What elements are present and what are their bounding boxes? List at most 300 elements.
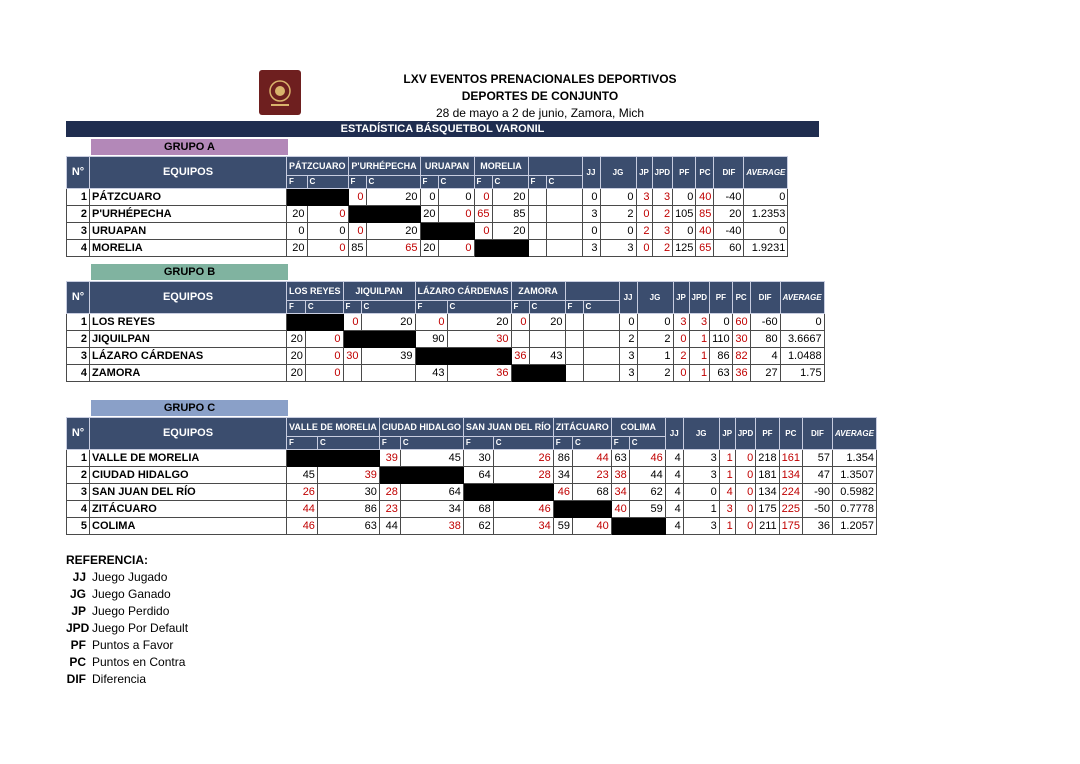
score-cell: 85 (348, 240, 366, 257)
group-b-title: GRUPO B (91, 264, 288, 280)
stat-jp: 0 (673, 331, 689, 348)
f-subheader: F (511, 301, 529, 314)
team-number: 2 (67, 467, 90, 484)
stat-jp: 1 (719, 450, 735, 467)
table-row (67, 314, 893, 331)
col-jg-header: JG (637, 282, 673, 314)
score-cell: 28 (493, 467, 553, 484)
stat-jpd: 1 (689, 348, 710, 365)
stat-pf: 181 (756, 467, 779, 484)
team-name: JIQUILPAN (90, 331, 287, 348)
stat-avg: 0 (744, 189, 788, 206)
reference-text: Puntos a Favor (92, 638, 174, 652)
stat-jp: 0 (636, 206, 652, 223)
reference-title: REFERENCIA: (66, 553, 149, 567)
reference-abbr: JP (71, 604, 86, 618)
score-cell (528, 189, 546, 206)
score-cell (463, 484, 493, 501)
score-cell (529, 365, 565, 382)
team-number: 2 (67, 206, 90, 223)
opponent-header: MORELIA (474, 157, 528, 176)
score-cell: 28 (379, 484, 400, 501)
table-row (67, 484, 945, 501)
stat-avg: 0 (744, 223, 788, 240)
score-cell: 20 (287, 206, 308, 223)
score-cell (565, 331, 583, 348)
col-avg-header: AVERAGE (744, 157, 788, 189)
stat-pf: 218 (756, 450, 779, 467)
stat-pc: 60 (732, 314, 750, 331)
stat-pf: 86 (710, 348, 733, 365)
stat-pc: 85 (696, 206, 714, 223)
score-cell (420, 223, 438, 240)
score-cell: 34 (553, 467, 572, 484)
stat-pf: 105 (673, 206, 696, 223)
score-cell (317, 450, 379, 467)
score-cell: 44 (287, 501, 318, 518)
score-cell: 0 (307, 206, 348, 223)
stat-jj: 3 (619, 365, 637, 382)
score-cell (546, 223, 582, 240)
opponent-header: LOS REYES (287, 282, 344, 301)
opponent-header: JIQUILPAN (343, 282, 415, 301)
score-cell: 0 (348, 223, 366, 240)
score-cell (379, 467, 400, 484)
stat-pf: 63 (710, 365, 733, 382)
score-cell (474, 240, 492, 257)
opponent-header: COLIMA (611, 418, 665, 437)
score-cell: 86 (553, 450, 572, 467)
score-cell: 30 (447, 331, 511, 348)
col-jpd-header: JPD (735, 418, 756, 450)
reference-item (66, 586, 171, 602)
stat-pc: 161 (779, 450, 802, 467)
table-row (67, 467, 945, 484)
c-subheader: C (492, 176, 528, 189)
stat-pc: 175 (779, 518, 802, 535)
stat-pf: 0 (673, 189, 696, 206)
score-cell: 43 (415, 365, 447, 382)
reference-text: Juego Por Default (92, 621, 189, 635)
table-row (67, 348, 893, 365)
score-cell (361, 365, 415, 382)
score-cell: 46 (493, 501, 553, 518)
score-cell: 20 (420, 240, 438, 257)
score-cell: 30 (343, 348, 361, 365)
score-cell: 40 (573, 518, 612, 535)
stat-avg: 0.7778 (832, 501, 876, 518)
table-row (67, 518, 945, 535)
team-name: ZAMORA (90, 365, 287, 382)
stat-jj: 0 (619, 314, 637, 331)
team-name: P'URHÉPECHA (90, 206, 287, 223)
opponent-header: CIUDAD HIDALGO (379, 418, 463, 437)
score-cell: 20 (492, 223, 528, 240)
score-cell: 86 (317, 501, 379, 518)
stat-dif: -50 (802, 501, 832, 518)
score-cell: 43 (529, 348, 565, 365)
team-name: PÁTZCUARO (90, 189, 287, 206)
stat-jpd: 0 (735, 467, 756, 484)
table-row (67, 501, 945, 518)
score-cell: 39 (317, 467, 379, 484)
score-cell: 0 (474, 223, 492, 240)
score-cell (546, 206, 582, 223)
score-cell: 68 (463, 501, 493, 518)
stat-jj: 4 (665, 501, 683, 518)
score-cell (529, 331, 565, 348)
score-cell: 64 (400, 484, 463, 501)
score-cell: 0 (287, 223, 308, 240)
reference-item (66, 654, 185, 670)
stat-jj: 4 (665, 484, 683, 501)
team-name: LOS REYES (90, 314, 287, 331)
stat-avg: 1.0488 (780, 348, 824, 365)
score-cell (366, 206, 420, 223)
table-row (67, 223, 856, 240)
stat-jp: 3 (719, 501, 735, 518)
score-cell: 46 (629, 450, 665, 467)
col-pf-header: PF (673, 157, 696, 189)
team-name: LÁZARO CÁRDENAS (90, 348, 287, 365)
score-cell: 38 (611, 467, 629, 484)
stat-jpd: 1 (689, 365, 710, 382)
col-equipos-header: EQUIPOS (90, 282, 287, 314)
reference-text: Diferencia (92, 672, 147, 686)
stat-jp: 4 (719, 484, 735, 501)
stat-avg: 0 (780, 314, 824, 331)
col-jj-header: JJ (619, 282, 637, 314)
score-cell: 0 (511, 314, 529, 331)
reference-text: Juego Jugado (92, 570, 168, 584)
stat-jg: 3 (683, 467, 719, 484)
stat-jp: 1 (719, 518, 735, 535)
col-jpd-header: JPD (652, 157, 673, 189)
stat-jpd: 3 (689, 314, 710, 331)
score-cell: 45 (287, 467, 318, 484)
table-row (67, 206, 856, 223)
score-cell (305, 314, 343, 331)
f-subheader: F (611, 437, 629, 450)
stat-jg: 0 (600, 223, 636, 240)
stat-pf: 175 (756, 501, 779, 518)
table-row (67, 331, 893, 348)
col-equipos-header: EQUIPOS (90, 157, 287, 189)
score-cell: 0 (305, 348, 343, 365)
reference-abbr: JPD (66, 621, 90, 635)
stat-avg: 3.6667 (780, 331, 824, 348)
c-subheader: C (529, 301, 565, 314)
stat-jg: 1 (637, 348, 673, 365)
stat-pc: 224 (779, 484, 802, 501)
col-number-header: N° (67, 157, 90, 189)
col-number-header: N° (67, 282, 90, 314)
score-cell (400, 467, 463, 484)
score-cell (565, 314, 583, 331)
score-cell (287, 189, 308, 206)
stat-pc: 36 (732, 365, 750, 382)
team-name: SAN JUAN DEL RÍO (90, 484, 287, 501)
table-row (67, 240, 856, 257)
team-number: 3 (67, 348, 90, 365)
stat-jpd: 2 (652, 206, 673, 223)
stat-jg: 3 (683, 518, 719, 535)
stat-avg: 1.354 (832, 450, 876, 467)
score-cell (629, 518, 665, 535)
score-cell (492, 240, 528, 257)
col-pc-header: PC (732, 282, 750, 314)
stat-dif: -90 (802, 484, 832, 501)
score-cell: 46 (553, 484, 572, 501)
stat-jp: 2 (673, 348, 689, 365)
stat-dif: 27 (750, 365, 780, 382)
stat-jpd: 3 (652, 223, 673, 240)
stat-pc: 82 (732, 348, 750, 365)
col-pc-header: PC (779, 418, 802, 450)
score-cell: 0 (438, 240, 474, 257)
col-dif-header: DIF (750, 282, 780, 314)
score-cell: 65 (366, 240, 420, 257)
score-cell (287, 314, 306, 331)
group-a-table (66, 156, 856, 257)
score-cell: 0 (307, 240, 348, 257)
f-subheader: F (379, 437, 400, 450)
stat-dif: 36 (802, 518, 832, 535)
opponent-header: LÁZARO CÁRDENAS (415, 282, 511, 301)
stat-pf: 110 (710, 331, 733, 348)
event-subtitle: DEPORTES DE CONJUNTO (461, 89, 619, 103)
f-subheader: F (463, 437, 493, 450)
stat-jj: 4 (665, 518, 683, 535)
opponent-header: ZAMORA (511, 282, 565, 301)
f-subheader: F (287, 301, 306, 314)
score-cell (553, 501, 572, 518)
col-pc-header: PC (696, 157, 714, 189)
score-cell (573, 501, 612, 518)
score-cell: 20 (529, 314, 565, 331)
team-number: 3 (67, 223, 90, 240)
score-cell: 20 (492, 189, 528, 206)
score-cell (565, 365, 583, 382)
stat-jg: 2 (637, 331, 673, 348)
col-avg-header: AVERAGE (832, 418, 876, 450)
score-cell: 20 (366, 189, 420, 206)
score-cell (447, 348, 511, 365)
score-cell: 0 (307, 223, 348, 240)
stat-jg: 0 (637, 314, 673, 331)
f-subheader: F (528, 176, 546, 189)
score-cell: 0 (305, 365, 343, 382)
stat-jg: 2 (637, 365, 673, 382)
opponent-header (528, 157, 582, 176)
team-number: 4 (67, 240, 90, 257)
logo (259, 70, 301, 115)
opponent-header: P'URHÉPECHA (348, 157, 420, 176)
score-cell: 30 (317, 484, 379, 501)
stat-dif: -40 (714, 189, 744, 206)
stat-pf: 0 (673, 223, 696, 240)
opponent-header: VALLE DE MORELIA (287, 418, 380, 437)
stat-pc: 225 (779, 501, 802, 518)
score-cell: 68 (573, 484, 612, 501)
stats-banner: ESTADÍSTICA BÁSQUETBOL VARONIL (66, 121, 819, 137)
score-cell: 44 (573, 450, 612, 467)
reference-abbr: JG (69, 587, 86, 601)
stat-jg: 0 (600, 189, 636, 206)
score-cell (415, 348, 447, 365)
reference-abbr: JJ (72, 570, 86, 584)
score-cell (511, 331, 529, 348)
score-cell (348, 206, 366, 223)
stat-dif: 57 (802, 450, 832, 467)
stat-jg: 1 (683, 501, 719, 518)
reference-item (66, 671, 146, 687)
emblem-icon (263, 76, 297, 110)
stat-pc: 134 (779, 467, 802, 484)
score-cell (565, 348, 583, 365)
score-cell: 85 (492, 206, 528, 223)
score-cell: 0 (415, 314, 447, 331)
score-cell (493, 484, 553, 501)
score-cell (343, 365, 361, 382)
stat-jj: 3 (582, 240, 600, 257)
f-subheader: F (474, 176, 492, 189)
col-jpd-header: JPD (689, 282, 710, 314)
score-cell: 65 (474, 206, 492, 223)
score-cell (583, 365, 619, 382)
c-subheader: C (317, 437, 379, 450)
stat-avg: 1.2353 (744, 206, 788, 223)
score-cell: 34 (493, 518, 553, 535)
score-cell: 0 (420, 189, 438, 206)
score-cell: 20 (287, 331, 306, 348)
stat-jpd: 3 (652, 189, 673, 206)
c-subheader: C (629, 437, 665, 450)
opponent-header: ZITÁCUARO (553, 418, 611, 437)
opponent-header: SAN JUAN DEL RÍO (463, 418, 553, 437)
score-cell: 23 (379, 501, 400, 518)
table-row (67, 189, 856, 206)
team-number: 1 (67, 189, 90, 206)
score-cell: 38 (400, 518, 463, 535)
c-subheader: C (573, 437, 612, 450)
team-name: URUAPAN (90, 223, 287, 240)
score-cell: 20 (361, 314, 415, 331)
stat-jj: 0 (582, 189, 600, 206)
f-subheader: F (553, 437, 572, 450)
stat-jg: 3 (683, 450, 719, 467)
score-cell (611, 518, 629, 535)
reference-item (66, 603, 169, 619)
score-cell: 20 (420, 206, 438, 223)
col-jg-header: JG (600, 157, 636, 189)
team-number: 1 (67, 314, 90, 331)
c-subheader: C (438, 176, 474, 189)
score-cell: 63 (611, 450, 629, 467)
stat-jpd: 0 (735, 484, 756, 501)
col-jj-header: JJ (665, 418, 683, 450)
f-subheader: F (420, 176, 438, 189)
reference-item (66, 620, 188, 636)
score-cell: 26 (287, 484, 318, 501)
score-cell: 20 (287, 365, 306, 382)
score-cell: 39 (361, 348, 415, 365)
stat-jp: 3 (636, 189, 652, 206)
stat-avg: 0.5982 (832, 484, 876, 501)
col-jp-header: JP (719, 418, 735, 450)
event-title: LXV EVENTOS PRENACIONALES DEPORTIVOS (403, 72, 677, 86)
stat-pc: 65 (696, 240, 714, 257)
stat-dif: 4 (750, 348, 780, 365)
group-c-title: GRUPO C (91, 400, 288, 416)
score-cell: 90 (415, 331, 447, 348)
c-subheader: C (366, 176, 420, 189)
c-subheader: C (361, 301, 415, 314)
opponent-header: PÁTZCUARO (287, 157, 349, 176)
stat-jpd: 1 (689, 331, 710, 348)
score-cell: 44 (629, 467, 665, 484)
team-number: 3 (67, 484, 90, 501)
stat-avg: 1.3507 (832, 467, 876, 484)
f-subheader: F (565, 301, 583, 314)
stat-pf: 0 (710, 314, 733, 331)
score-cell: 20 (287, 348, 306, 365)
team-number: 4 (67, 365, 90, 382)
f-subheader: F (415, 301, 447, 314)
score-cell: 63 (317, 518, 379, 535)
score-cell (287, 450, 318, 467)
stat-dif: 20 (714, 206, 744, 223)
col-jj-header: JJ (582, 157, 600, 189)
team-name: ZITÁCUARO (90, 501, 287, 518)
stat-dif: -60 (750, 314, 780, 331)
col-jp-header: JP (636, 157, 652, 189)
team-name: CIUDAD HIDALGO (90, 467, 287, 484)
reference-item (66, 637, 173, 653)
score-cell (528, 223, 546, 240)
stat-jj: 2 (619, 331, 637, 348)
stat-jj: 3 (582, 206, 600, 223)
stat-jj: 3 (619, 348, 637, 365)
score-cell (528, 240, 546, 257)
c-subheader: C (493, 437, 553, 450)
stat-jj: 4 (665, 467, 683, 484)
stat-jpd: 2 (652, 240, 673, 257)
table-row (67, 365, 893, 382)
score-cell (546, 189, 582, 206)
col-pf-header: PF (756, 418, 779, 450)
score-cell: 20 (447, 314, 511, 331)
reference-abbr: DIF (66, 672, 86, 686)
score-cell (528, 206, 546, 223)
score-cell: 62 (463, 518, 493, 535)
score-cell: 30 (463, 450, 493, 467)
team-name: VALLE DE MORELIA (90, 450, 287, 467)
stat-dif: 60 (714, 240, 744, 257)
stat-jp: 1 (719, 467, 735, 484)
stat-jpd: 0 (735, 450, 756, 467)
col-avg-header: AVERAGE (780, 282, 824, 314)
score-cell (583, 331, 619, 348)
stat-pf: 125 (673, 240, 696, 257)
stat-pc: 40 (696, 223, 714, 240)
score-cell (511, 365, 529, 382)
opponent-header (565, 282, 619, 301)
score-cell: 0 (474, 189, 492, 206)
f-subheader: F (287, 437, 318, 450)
col-number-header: N° (67, 418, 90, 450)
c-subheader: C (546, 176, 582, 189)
